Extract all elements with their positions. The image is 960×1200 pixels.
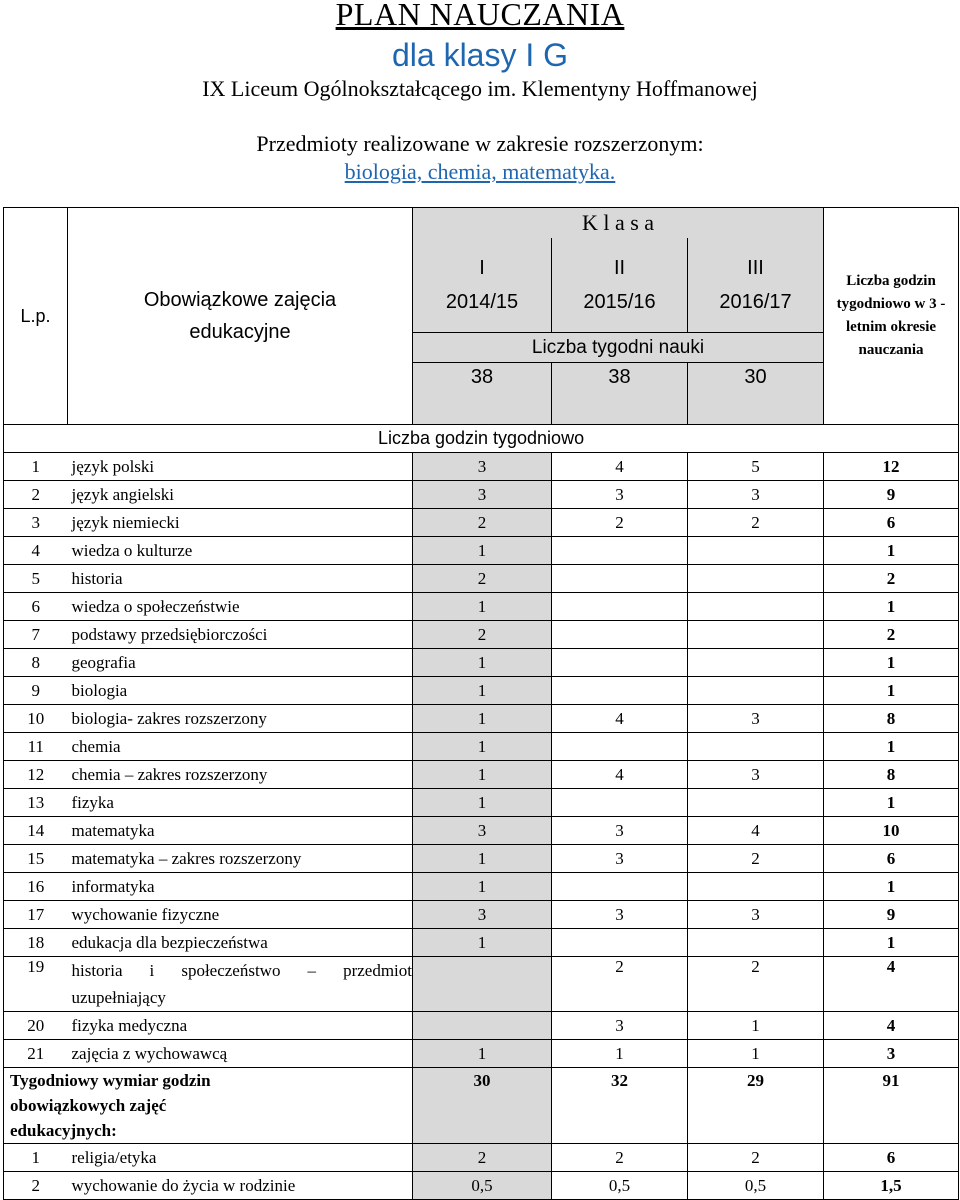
table-row	[4, 649, 959, 677]
row-subject: edukacja dla bezpieczeństwa	[68, 929, 413, 957]
row-hours-class-3: 3	[688, 705, 824, 733]
row-number: 12	[4, 761, 68, 789]
row-total: 1,5	[824, 1172, 959, 1200]
table-row	[4, 929, 959, 957]
row-total: 9	[824, 481, 959, 509]
row-hours-class-3	[688, 677, 824, 705]
table-row	[4, 453, 959, 481]
row-total: 10	[824, 817, 959, 845]
class-1-spacer	[413, 393, 552, 425]
row-subject: podstawy przedsiębiorczości	[68, 621, 413, 649]
row-hours-class-1: 1	[413, 733, 552, 761]
summary-class-3: 29	[688, 1068, 824, 1144]
row-number: 15	[4, 845, 68, 873]
class-1-roman: I	[479, 256, 485, 279]
table-row	[4, 1144, 959, 1172]
row-number: 2	[4, 1172, 68, 1200]
table-row	[4, 593, 959, 621]
summary-class-1: 30	[413, 1068, 552, 1144]
row-subject: fizyka	[68, 789, 413, 817]
row-total: 1	[824, 537, 959, 565]
total-hours-header	[824, 208, 959, 425]
row-subject: wychowanie do życia w rodzinie	[68, 1172, 413, 1200]
table-row	[4, 817, 959, 845]
row-hours-class-1: 2	[413, 1144, 552, 1172]
summary-label: Tygodniowy wymiar godzin obowiązkowych zajęć edukacyjnych:	[4, 1068, 413, 1144]
row-number: 5	[4, 565, 68, 593]
row-subject: wiedza o kulturze	[68, 537, 413, 565]
row-subject: historia i społeczeństwo – przedmiot uzupełniający	[68, 957, 413, 1012]
class-1-weeks: 38	[413, 363, 552, 393]
row-hours-class-1: 0,5	[413, 1172, 552, 1200]
row-subject: chemia – zakres rozszerzony	[68, 761, 413, 789]
row-number: 19	[4, 957, 68, 1012]
row-subject: chemia	[68, 733, 413, 761]
table-row	[4, 565, 959, 593]
row-number: 1	[4, 1144, 68, 1172]
row-hours-class-1: 1	[413, 789, 552, 817]
row-number: 9	[4, 677, 68, 705]
lp-header: L.p.	[4, 208, 68, 425]
row-hours-class-3	[688, 621, 824, 649]
row-number: 20	[4, 1012, 68, 1040]
row-hours-class-1: 3	[413, 453, 552, 481]
row-hours-class-1: 1	[413, 677, 552, 705]
total-hours-label: Liczba godzin tygodniowo w 3 - letnim okresie nauczania	[836, 273, 946, 358]
row-subject: geografia	[68, 649, 413, 677]
subjects-header	[68, 208, 413, 425]
table-row	[4, 901, 959, 929]
row-total: 1	[824, 593, 959, 621]
row-hours-class-3: 3	[688, 481, 824, 509]
row-hours-class-2	[552, 537, 688, 565]
row-hours-class-2: 1	[552, 1040, 688, 1068]
row-number: 11	[4, 733, 68, 761]
table-row	[4, 957, 959, 1012]
table-row	[4, 677, 959, 705]
row-subject: biologia	[68, 677, 413, 705]
row-number: 8	[4, 649, 68, 677]
row-hours-class-1: 1	[413, 649, 552, 677]
row-hours-class-3	[688, 873, 824, 901]
row-total: 1	[824, 789, 959, 817]
row-hours-class-3: 3	[688, 901, 824, 929]
row-hours-class-3	[688, 537, 824, 565]
table-row	[4, 845, 959, 873]
row-total: 2	[824, 565, 959, 593]
class-3-weeks: 30	[688, 363, 824, 393]
row-total: 8	[824, 761, 959, 789]
row-hours-class-3: 1	[688, 1012, 824, 1040]
row-subject: matematyka – zakres rozszerzony	[68, 845, 413, 873]
row-number: 2	[4, 481, 68, 509]
row-hours-class-3: 3	[688, 761, 824, 789]
row-number: 10	[4, 705, 68, 733]
table-row	[4, 761, 959, 789]
row-hours-class-2	[552, 733, 688, 761]
curriculum-table	[3, 207, 959, 1200]
class-2-roman: II	[613, 256, 626, 279]
table-row	[4, 705, 959, 733]
row-hours-class-1: 3	[413, 817, 552, 845]
row-subject: informatyka	[68, 873, 413, 901]
row-hours-class-2: 3	[552, 1012, 688, 1040]
table-row	[4, 481, 959, 509]
row-hours-class-3: 1	[688, 1040, 824, 1068]
class-2-spacer	[552, 393, 688, 425]
row-total: 12	[824, 453, 959, 481]
row-hours-class-2: 0,5	[552, 1172, 688, 1200]
row-hours-class-2: 3	[552, 481, 688, 509]
row-subject: język polski	[68, 453, 413, 481]
row-hours-class-2	[552, 649, 688, 677]
row-total: 1	[824, 649, 959, 677]
row-number: 21	[4, 1040, 68, 1068]
row-subject: wychowanie fizyczne	[68, 901, 413, 929]
row-hours-class-3: 2	[688, 957, 824, 1012]
row-subject: język niemiecki	[68, 509, 413, 537]
row-total: 1	[824, 677, 959, 705]
class-3-spacer	[688, 393, 824, 425]
summary-row	[4, 1068, 959, 1144]
row-hours-class-1	[413, 957, 552, 1012]
row-hours-class-1	[413, 1012, 552, 1040]
summary-class-2: 32	[552, 1068, 688, 1144]
page-title: PLAN NAUCZANIA	[335, 0, 625, 32]
row-hours-class-3: 2	[688, 1144, 824, 1172]
summary-total: 91	[824, 1068, 959, 1144]
row-hours-class-1: 1	[413, 873, 552, 901]
class-2-header	[552, 238, 688, 333]
row-total: 4	[824, 1012, 959, 1040]
row-hours-class-2: 2	[552, 957, 688, 1012]
school-name: IX Liceum Ogólnokształcącego im. Klementyny Hoffmanowej	[202, 76, 758, 101]
class-2-weeks: 38	[552, 363, 688, 393]
row-hours-class-3: 2	[688, 845, 824, 873]
row-hours-class-3	[688, 789, 824, 817]
row-total: 4	[824, 957, 959, 1012]
row-number: 16	[4, 873, 68, 901]
row-hours-class-1: 2	[413, 621, 552, 649]
row-hours-class-3	[688, 593, 824, 621]
row-total: 2	[824, 621, 959, 649]
row-subject: biologia- zakres rozszerzony	[68, 705, 413, 733]
row-subject: język angielski	[68, 481, 413, 509]
row-hours-class-1: 1	[413, 761, 552, 789]
row-hours-class-2	[552, 873, 688, 901]
row-hours-class-3: 4	[688, 817, 824, 845]
row-hours-class-2	[552, 789, 688, 817]
row-hours-class-1: 3	[413, 901, 552, 929]
row-hours-class-2: 4	[552, 761, 688, 789]
table-row	[4, 509, 959, 537]
row-hours-class-3	[688, 733, 824, 761]
row-number: 17	[4, 901, 68, 929]
row-hours-class-1: 2	[413, 509, 552, 537]
row-total: 3	[824, 1040, 959, 1068]
class-1-years: 2014/15	[445, 290, 519, 313]
row-total: 6	[824, 1144, 959, 1172]
row-subject: wiedza o społeczeństwie	[68, 593, 413, 621]
row-hours-class-2: 2	[552, 1144, 688, 1172]
row-total: 1	[824, 873, 959, 901]
row-total: 9	[824, 901, 959, 929]
row-number: 1	[4, 453, 68, 481]
row-subject: fizyka medyczna	[68, 1012, 413, 1040]
row-hours-class-2	[552, 621, 688, 649]
table-row	[4, 789, 959, 817]
class-3-header	[688, 238, 824, 333]
table-row	[4, 733, 959, 761]
row-subject: historia	[68, 565, 413, 593]
row-hours-class-2	[552, 929, 688, 957]
row-hours-class-2	[552, 565, 688, 593]
table-row	[4, 537, 959, 565]
weeks-label: Liczba tygodni nauki	[413, 333, 824, 363]
row-hours-class-2: 3	[552, 901, 688, 929]
hours-label: Liczba godzin tygodniowo	[4, 425, 959, 453]
class-name: dla klasy I G	[391, 37, 569, 73]
class-1-header	[413, 238, 552, 333]
row-total: 1	[824, 733, 959, 761]
row-subject: religia/etyka	[68, 1144, 413, 1172]
row-hours-class-3: 2	[688, 509, 824, 537]
row-hours-class-2: 3	[552, 817, 688, 845]
class-3-years: 2016/17	[719, 290, 792, 313]
row-hours-class-2: 3	[552, 845, 688, 873]
row-hours-class-2: 2	[552, 509, 688, 537]
row-subject: matematyka	[68, 817, 413, 845]
row-hours-class-1: 1	[413, 705, 552, 733]
row-hours-class-3	[688, 929, 824, 957]
class-2-years: 2015/16	[583, 290, 656, 313]
row-hours-class-1: 3	[413, 481, 552, 509]
table-row	[4, 1012, 959, 1040]
row-hours-class-3: 0,5	[688, 1172, 824, 1200]
row-hours-class-1: 1	[413, 929, 552, 957]
extended-subjects: biologia, chemia, matematyka.	[344, 159, 616, 184]
row-number: 4	[4, 537, 68, 565]
row-total: 6	[824, 509, 959, 537]
klasa-header: K l a s a	[413, 208, 824, 238]
class-3-roman: III	[747, 256, 764, 279]
table-row	[4, 621, 959, 649]
table-row	[4, 873, 959, 901]
row-hours-class-2	[552, 593, 688, 621]
table-row	[4, 1172, 959, 1200]
row-number: 3	[4, 509, 68, 537]
row-hours-class-2	[552, 677, 688, 705]
row-total: 1	[824, 929, 959, 957]
row-total: 8	[824, 705, 959, 733]
row-subject: zajęcia z wychowawcą	[68, 1040, 413, 1068]
row-number: 13	[4, 789, 68, 817]
row-number: 14	[4, 817, 68, 845]
table-row	[4, 1040, 959, 1068]
row-hours-class-3	[688, 565, 824, 593]
row-hours-class-1: 1	[413, 1040, 552, 1068]
row-hours-class-1: 1	[413, 537, 552, 565]
subjects-header-label: Obowiązkowe zajęcia edukacyjne	[143, 289, 337, 343]
row-hours-class-1: 1	[413, 593, 552, 621]
row-hours-class-2: 4	[552, 453, 688, 481]
row-number: 6	[4, 593, 68, 621]
row-hours-class-2: 4	[552, 705, 688, 733]
row-total: 6	[824, 845, 959, 873]
row-hours-class-3: 5	[688, 453, 824, 481]
extended-intro: Przedmioty realizowane w zakresie rozszerzonym:	[256, 131, 704, 156]
row-hours-class-1: 2	[413, 565, 552, 593]
row-hours-class-1: 1	[413, 845, 552, 873]
row-number: 7	[4, 621, 68, 649]
row-hours-class-3	[688, 649, 824, 677]
row-number: 18	[4, 929, 68, 957]
